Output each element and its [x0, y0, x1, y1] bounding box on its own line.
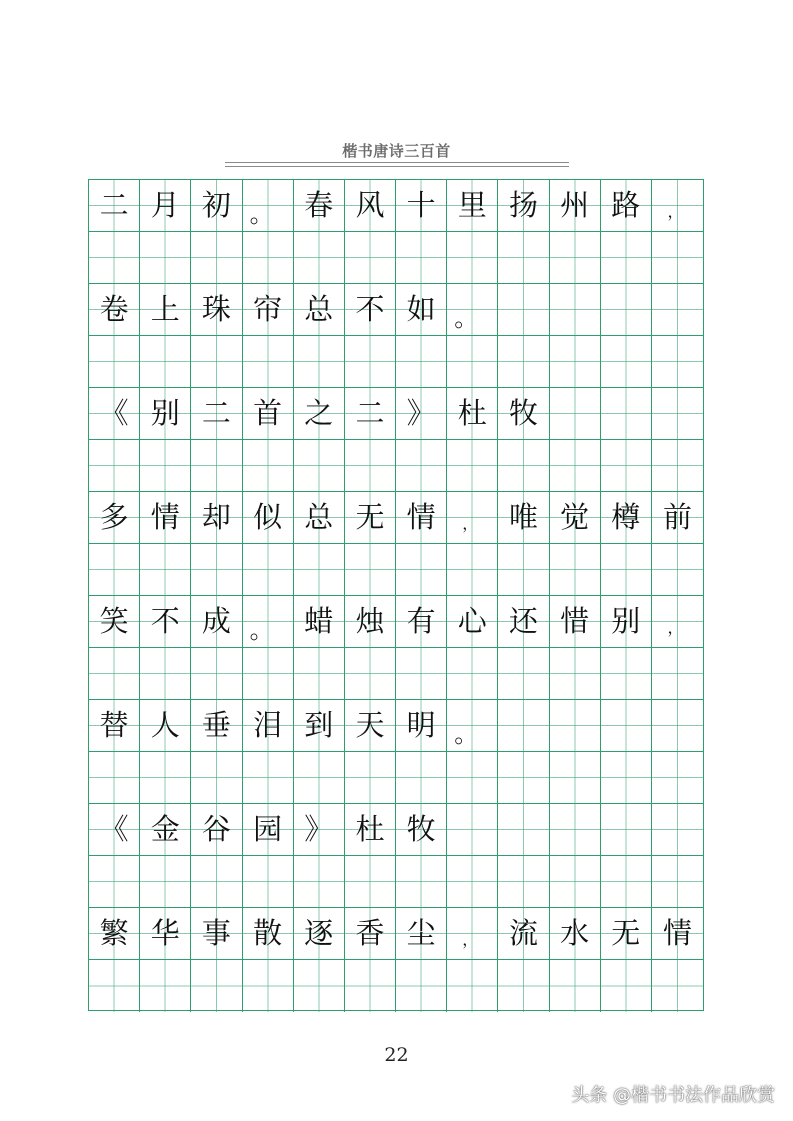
- page-number: 22: [384, 1044, 409, 1066]
- grid-cell: [191, 804, 242, 856]
- grid-cell: [447, 596, 498, 648]
- grid-cell: [89, 908, 140, 960]
- grid-cell: [601, 960, 652, 1012]
- grid-cell: [294, 960, 345, 1012]
- grid-cell: [243, 440, 294, 492]
- cell-character: 无: [355, 500, 385, 534]
- cell-character: 多: [99, 500, 129, 534]
- grid-cell: [294, 180, 345, 232]
- grid-cell: [191, 908, 242, 960]
- cell-character: 泪: [253, 708, 283, 742]
- grid-cell: [345, 180, 396, 232]
- grid-cell: [498, 336, 549, 388]
- cell-character: 风: [355, 188, 385, 222]
- grid-row: [89, 492, 703, 544]
- cell-character: 成: [201, 604, 231, 638]
- grid-cell: [396, 284, 447, 336]
- cell-character: 似: [253, 500, 283, 534]
- cell-character: 首: [253, 396, 283, 430]
- grid-cell: [652, 284, 703, 336]
- grid-cell: [652, 908, 703, 960]
- grid-cell: [89, 960, 140, 1012]
- grid-row: [89, 180, 703, 232]
- grid-cell: [294, 596, 345, 648]
- grid-cell: [396, 648, 447, 700]
- grid-cell: [140, 440, 191, 492]
- cell-character: 尘: [406, 916, 436, 950]
- grid-cell: [89, 388, 140, 440]
- grid-cell: [601, 856, 652, 908]
- grid-cell: [191, 492, 242, 544]
- grid-cell: [140, 544, 191, 596]
- grid-cell: [550, 388, 601, 440]
- cell-character: 却: [201, 500, 231, 534]
- grid-row: [89, 960, 703, 1012]
- cell-character: 逐: [304, 916, 334, 950]
- cell-character: 事: [201, 916, 231, 950]
- grid-cell: [601, 232, 652, 284]
- grid-cell: [140, 232, 191, 284]
- cell-character: 杜: [355, 812, 385, 846]
- cell-character: 烛: [355, 604, 385, 638]
- grid-cell: [601, 544, 652, 596]
- cell-character: 到: [304, 708, 334, 742]
- grid-cell: [140, 752, 191, 804]
- grid-cell: [601, 596, 652, 648]
- cell-character: 初: [201, 188, 231, 222]
- grid-cell: [89, 804, 140, 856]
- grid-cell: [498, 700, 549, 752]
- grid-cell: [294, 492, 345, 544]
- grid-cell: [447, 960, 498, 1012]
- grid-cell: [550, 856, 601, 908]
- grid-cell: [601, 440, 652, 492]
- cell-character: 月: [150, 188, 180, 222]
- grid-cell: [243, 908, 294, 960]
- grid-cell: [396, 232, 447, 284]
- grid-cell: [243, 856, 294, 908]
- cell-character: 笑: [99, 604, 129, 638]
- grid-row: [89, 544, 703, 596]
- grid-cell: [140, 336, 191, 388]
- cell-character: 天: [355, 708, 385, 742]
- cell-character: 《: [99, 812, 129, 846]
- cell-character: 散: [253, 916, 283, 950]
- cell-character: 帘: [253, 292, 283, 326]
- grid-cell: [243, 804, 294, 856]
- grid-cell: [652, 544, 703, 596]
- grid-cell: [652, 440, 703, 492]
- grid-cell: [396, 752, 447, 804]
- cell-character: 上: [150, 292, 180, 326]
- grid-row: [89, 596, 703, 648]
- cell-character: 之: [304, 396, 334, 430]
- grid-cell: [191, 440, 242, 492]
- grid-cell: [498, 180, 549, 232]
- grid-cell: [498, 804, 549, 856]
- cell-character: 流: [508, 916, 538, 950]
- grid-cell: [498, 648, 549, 700]
- grid-cell: [243, 180, 294, 232]
- grid-cell: [652, 700, 703, 752]
- grid-cell: [191, 544, 242, 596]
- grid-cell: [191, 856, 242, 908]
- grid-row: [89, 856, 703, 908]
- grid-cell: [243, 648, 294, 700]
- grid-cell: [294, 544, 345, 596]
- grid-cell: [243, 284, 294, 336]
- grid-cell: [396, 544, 447, 596]
- grid-cell: [243, 544, 294, 596]
- cell-character: 有: [406, 604, 436, 638]
- cell-character: 情: [406, 500, 436, 534]
- grid-cell: [243, 492, 294, 544]
- grid-cell: [140, 492, 191, 544]
- grid-cell: [191, 284, 242, 336]
- cell-character: 人: [150, 708, 180, 742]
- cell-character: 别: [611, 604, 641, 638]
- grid-cell: [191, 648, 242, 700]
- grid-cell: [447, 856, 498, 908]
- grid-cell: [652, 960, 703, 1012]
- grid-cell: [550, 596, 601, 648]
- grid-cell: [89, 856, 140, 908]
- grid-cell: [243, 388, 294, 440]
- grid-cell: [550, 284, 601, 336]
- grid-cell: [345, 752, 396, 804]
- grid-cell: [345, 388, 396, 440]
- calligraphy-practice-grid: [88, 179, 704, 1011]
- cell-character: 园: [253, 812, 283, 846]
- grid-row: [89, 648, 703, 700]
- cell-character: 路: [611, 188, 641, 222]
- grid-cell: [191, 180, 242, 232]
- grid-cell: [191, 752, 242, 804]
- cell-character: 金: [150, 812, 180, 846]
- grid-cell: [396, 908, 447, 960]
- grid-cell: [550, 908, 601, 960]
- cell-character: 》: [304, 812, 334, 846]
- grid-cell: [396, 180, 447, 232]
- grid-cell: [345, 856, 396, 908]
- grid-cell: [601, 388, 652, 440]
- cell-character: 牧: [406, 812, 436, 846]
- grid-cell: [396, 700, 447, 752]
- cell-character: 春: [304, 188, 334, 222]
- grid-cell: [550, 180, 601, 232]
- grid-cell: [191, 596, 242, 648]
- cell-character: 杜: [457, 396, 487, 430]
- cell-character: 情: [662, 916, 692, 950]
- cell-character: 繁: [99, 916, 129, 950]
- grid-cell: [652, 648, 703, 700]
- grid-cell: [601, 284, 652, 336]
- grid-cell: [498, 596, 549, 648]
- cell-character: 蜡: [304, 604, 334, 638]
- grid-cell: [447, 752, 498, 804]
- grid-cell: [498, 544, 549, 596]
- grid-cell: [652, 232, 703, 284]
- grid-cell: [243, 700, 294, 752]
- grid-cell: [396, 440, 447, 492]
- grid-cell: [89, 492, 140, 544]
- grid-cell: [550, 648, 601, 700]
- grid-cell: [191, 388, 242, 440]
- cell-character: 二: [201, 396, 231, 430]
- grid-cell: [345, 596, 396, 648]
- cell-character: 唯: [508, 500, 538, 534]
- grid-cell: [396, 856, 447, 908]
- cell-character: 《: [99, 396, 129, 430]
- grid-row: [89, 804, 703, 856]
- grid-cell: [652, 752, 703, 804]
- grid-cell: [601, 180, 652, 232]
- cell-character: 牧: [508, 396, 538, 430]
- grid-cell: [89, 284, 140, 336]
- grid-cell: [345, 648, 396, 700]
- grid-cell: [550, 336, 601, 388]
- grid-cell: [652, 596, 703, 648]
- grid-cell: [447, 804, 498, 856]
- grid-cell: [396, 388, 447, 440]
- grid-cell: [140, 804, 191, 856]
- watermark-text: 头条 @楷书书法作品欣赏: [571, 1085, 775, 1106]
- cell-character: ，: [667, 617, 684, 637]
- grid-cell: [140, 856, 191, 908]
- grid-cell: [89, 232, 140, 284]
- grid-cell: [89, 700, 140, 752]
- cell-character: 扬: [508, 188, 538, 222]
- cell-character: 垂: [201, 708, 231, 742]
- cell-character: 情: [150, 500, 180, 534]
- cell-character: ，: [667, 201, 684, 221]
- cell-character: 。: [454, 719, 479, 748]
- grid-cell: [140, 388, 191, 440]
- grid-cell: [243, 960, 294, 1012]
- grid-cell: [447, 700, 498, 752]
- grid-cell: [140, 700, 191, 752]
- grid-cell: [345, 492, 396, 544]
- cell-character: 还: [508, 604, 538, 638]
- grid-cell: [447, 232, 498, 284]
- grid-cell: [140, 960, 191, 1012]
- grid-cell: [345, 700, 396, 752]
- cell-character: ，: [462, 513, 479, 533]
- grid-cell: [447, 648, 498, 700]
- grid-row: [89, 440, 703, 492]
- grid-cell: [498, 388, 549, 440]
- grid-cell: [396, 336, 447, 388]
- cell-character: 水: [560, 916, 590, 950]
- grid-cell: [243, 752, 294, 804]
- grid-cell: [498, 440, 549, 492]
- grid-row: [89, 232, 703, 284]
- grid-cell: [498, 492, 549, 544]
- grid-cell: [191, 336, 242, 388]
- cell-character: 。: [249, 199, 274, 228]
- grid-cell: [345, 232, 396, 284]
- grid-cell: [601, 804, 652, 856]
- grid-cell: [294, 804, 345, 856]
- cell-character: 别: [150, 396, 180, 430]
- grid-cell: [550, 440, 601, 492]
- grid-row: [89, 700, 703, 752]
- grid-row: [89, 336, 703, 388]
- grid-cell: [140, 596, 191, 648]
- grid-cell: [447, 908, 498, 960]
- grid-cell: [294, 752, 345, 804]
- cell-character: 替: [99, 708, 129, 742]
- grid-cell: [345, 960, 396, 1012]
- grid-cell: [89, 336, 140, 388]
- grid-cell: [294, 648, 345, 700]
- grid-cell: [447, 544, 498, 596]
- grid-cell: [550, 960, 601, 1012]
- grid-cell: [396, 960, 447, 1012]
- grid-cell: [396, 804, 447, 856]
- cell-character: 如: [406, 292, 436, 326]
- cell-character: 明: [406, 708, 436, 742]
- grid-cell: [498, 908, 549, 960]
- grid-cell: [601, 336, 652, 388]
- grid-cell: [652, 336, 703, 388]
- grid-cell: [294, 388, 345, 440]
- grid-cell: [89, 648, 140, 700]
- cell-character: 。: [454, 303, 479, 332]
- cell-character: 觉: [560, 500, 590, 534]
- grid-cell: [550, 752, 601, 804]
- grid-cell: [345, 440, 396, 492]
- page-header-title: 楷书唐诗三百首: [342, 142, 451, 160]
- grid-cell: [550, 804, 601, 856]
- cell-character: 心: [457, 604, 487, 638]
- grid-cell: [396, 596, 447, 648]
- grid-cell: [652, 856, 703, 908]
- cell-character: 卷: [99, 292, 129, 326]
- grid-cell: [652, 804, 703, 856]
- header-divider-top: [225, 162, 569, 163]
- grid-cell: [191, 232, 242, 284]
- cell-character: 珠: [201, 292, 231, 326]
- grid-cell: [447, 180, 498, 232]
- grid-cell: [601, 700, 652, 752]
- grid-cell: [89, 180, 140, 232]
- grid-cell: [652, 492, 703, 544]
- cell-character: 州: [560, 188, 590, 222]
- cell-character: 不: [355, 292, 385, 326]
- grid-cell: [652, 388, 703, 440]
- grid-cell: [447, 492, 498, 544]
- grid-cell: [498, 284, 549, 336]
- grid-cell: [345, 804, 396, 856]
- grid-cell: [498, 960, 549, 1012]
- cell-character: 。: [249, 615, 274, 644]
- grid-cell: [89, 596, 140, 648]
- grid-cell: [294, 232, 345, 284]
- cell-character: 》: [406, 396, 436, 430]
- grid-row: [89, 908, 703, 960]
- grid-cell: [447, 440, 498, 492]
- grid-cell: [601, 648, 652, 700]
- grid-cell: [550, 492, 601, 544]
- cell-character: 二: [355, 396, 385, 430]
- grid-row: [89, 284, 703, 336]
- cell-character: 十: [406, 188, 436, 222]
- cell-character: 惜: [560, 604, 590, 638]
- grid-cell: [140, 648, 191, 700]
- grid-cell: [243, 232, 294, 284]
- grid-cell: [396, 492, 447, 544]
- grid-cell: [294, 336, 345, 388]
- grid-cell: [191, 960, 242, 1012]
- cell-character: 樽: [611, 500, 641, 534]
- cell-character: 总: [304, 500, 334, 534]
- grid-cell: [601, 908, 652, 960]
- cell-character: 香: [355, 916, 385, 950]
- grid-cell: [601, 492, 652, 544]
- grid-cell: [550, 232, 601, 284]
- grid-cell: [243, 336, 294, 388]
- grid-cell: [345, 284, 396, 336]
- grid-cell: [550, 544, 601, 596]
- cell-character: 华: [150, 916, 180, 950]
- grid-cell: [294, 700, 345, 752]
- cell-character: 二: [99, 188, 129, 222]
- cell-character: 里: [457, 188, 487, 222]
- grid-cell: [498, 856, 549, 908]
- grid-cell: [294, 856, 345, 908]
- cell-character: 无: [611, 916, 641, 950]
- grid-cell: [89, 752, 140, 804]
- grid-cell: [294, 440, 345, 492]
- grid-cell: [140, 284, 191, 336]
- grid-cell: [89, 544, 140, 596]
- grid-cell: [345, 908, 396, 960]
- grid-cell: [550, 700, 601, 752]
- grid-cell: [601, 752, 652, 804]
- cell-character: ，: [462, 929, 479, 949]
- grid-row: [89, 752, 703, 804]
- grid-cell: [89, 440, 140, 492]
- cell-character: 谷: [201, 812, 231, 846]
- grid-cell: [140, 908, 191, 960]
- grid-cell: [294, 284, 345, 336]
- grid-cell: [140, 180, 191, 232]
- cell-character: 不: [150, 604, 180, 638]
- grid-cell: [345, 544, 396, 596]
- grid-cell: [447, 336, 498, 388]
- grid-cell: [652, 180, 703, 232]
- grid-cell: [294, 908, 345, 960]
- grid-cell: [345, 336, 396, 388]
- header-divider-bottom: [225, 166, 569, 167]
- grid-cell: [447, 284, 498, 336]
- grid-cell: [498, 752, 549, 804]
- cell-character: 总: [304, 292, 334, 326]
- grid-cell: [498, 232, 549, 284]
- grid-cell: [191, 700, 242, 752]
- cell-character: 前: [662, 500, 692, 534]
- grid-cell: [447, 388, 498, 440]
- grid-cell: [243, 596, 294, 648]
- grid-row: [89, 388, 703, 440]
